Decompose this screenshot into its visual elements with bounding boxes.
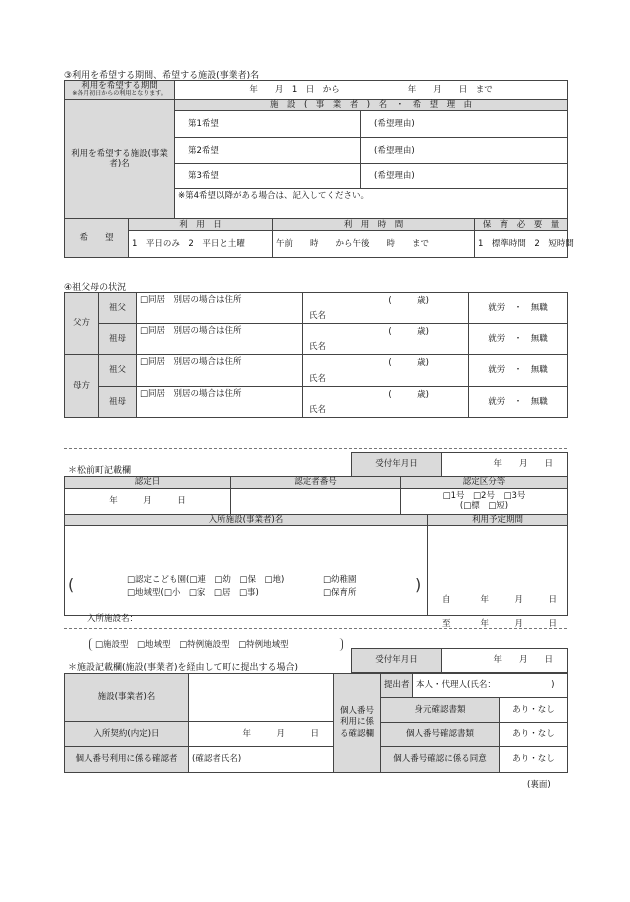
maternal-grandmother-work[interactable]: 就労 ・ 無職 xyxy=(469,387,568,418)
maternal-grandfather-name-cell[interactable] xyxy=(303,355,469,387)
cut-line-2 xyxy=(64,628,567,629)
choice-3-label[interactable]: 第3希望 xyxy=(175,164,361,189)
kubun-options[interactable]: □1号 □2号 □3号 xyxy=(442,490,526,501)
cut-line-1 xyxy=(64,448,567,449)
fac-received-date[interactable]: 年 月 日 xyxy=(442,649,568,673)
nyusho-header: 入所施設(事業者)名 xyxy=(65,515,428,526)
care-value[interactable]: 1 標準時間 2 短時間 xyxy=(475,231,568,258)
facility-section-heading: ＊施設記載欄(施設(事業者)を経由して町に提出する場合) xyxy=(68,663,299,673)
bracket-left: ( xyxy=(68,574,75,594)
page-label: (裏面) xyxy=(527,780,551,790)
choice-3-reason[interactable]: (希望理由) xyxy=(361,164,568,189)
category-options[interactable]: □施設型 □地域型 □特例施設型 □特例地域型 xyxy=(95,639,289,650)
facility-name-label[interactable]: 入所施設名： xyxy=(87,613,139,624)
choice-1-reason[interactable]: (希望理由) xyxy=(361,111,568,138)
name-label: 氏名 xyxy=(309,342,327,352)
consent-label: 個人番号確認に係る同意 xyxy=(381,747,500,773)
nintei-date-header: 認定日 xyxy=(65,477,231,489)
town-received-date[interactable]: 年 月 日 xyxy=(442,453,568,477)
fac-received-table xyxy=(351,648,568,673)
period-table xyxy=(64,80,574,258)
time-value[interactable]: 午前 時 から午後 時 まで xyxy=(273,231,475,258)
town-section-heading: ＊松前町記載欄 xyxy=(68,466,132,476)
yotei-body[interactable] xyxy=(428,526,568,629)
paternal-grandmother-name-cell[interactable] xyxy=(303,324,469,355)
paternal-grandmother-label: 祖母 xyxy=(99,324,137,355)
age-field: ( 歳) xyxy=(388,358,429,369)
paternal-grandmother-address[interactable]: □同居 別居の場合は住所 xyxy=(137,324,303,355)
number-docs-value[interactable]: あり・なし xyxy=(500,723,568,747)
nintei-number-value[interactable] xyxy=(231,489,401,515)
town-received-table xyxy=(351,452,568,477)
name-label: 氏名 xyxy=(309,311,327,321)
type-youchien[interactable]: □幼稚園 xyxy=(323,574,357,585)
choice-4-note[interactable]: ※第4希望以降がある場合は、記入してください。 xyxy=(175,189,568,219)
day-value[interactable]: 1 平日のみ 2 平日と土曜 xyxy=(129,231,273,258)
consent-value[interactable]: あり・なし xyxy=(500,747,568,773)
paternal-grandfather-address[interactable]: □同居 別居の場合は住所 xyxy=(137,293,303,324)
paternal-label: 父方 xyxy=(65,293,99,355)
period-from-label: 自 xyxy=(442,594,451,605)
mynumber-table xyxy=(333,673,568,773)
fac-received-label: 受付年月日 xyxy=(352,649,442,673)
bracket-right: ) xyxy=(415,574,422,594)
maternal-grandfather-label: 祖父 xyxy=(99,355,137,387)
period-from-date[interactable]: 年 月 日 xyxy=(480,594,557,605)
number-docs-label: 個人番号確認書類 xyxy=(381,723,500,747)
age-field: ( 歳) xyxy=(388,295,429,306)
age-field: ( 歳) xyxy=(388,326,429,337)
confirmer-label: 個人番号利用に係る確認者 xyxy=(65,747,189,773)
choice-2-reason[interactable]: (希望理由) xyxy=(361,138,568,164)
kubun-hours[interactable]: (□標 □短) xyxy=(459,500,509,511)
period-label: 利用を希望する期間 xyxy=(81,81,158,92)
facility-label: 利用を希望する施設(事業者)名 xyxy=(65,100,175,219)
period-label-cell xyxy=(65,81,175,100)
choice-2-label[interactable]: 第2希望 xyxy=(175,138,361,164)
time-header: 利 用 時 間 xyxy=(273,219,475,231)
paternal-grandfather-label: 祖父 xyxy=(99,293,137,324)
age-field: ( 歳) xyxy=(388,389,429,400)
name-label: 氏名 xyxy=(309,405,327,415)
submitter-value[interactable]: 本人・代理人(氏名： ) xyxy=(413,674,568,698)
paternal-grandmother-work[interactable]: 就労 ・ 無職 xyxy=(469,324,568,355)
contract-date-value[interactable]: 年 月 日 xyxy=(189,722,334,747)
fac-name-label: 施設(事業者)名 xyxy=(65,674,189,722)
maternal-grandmother-address[interactable]: □同居 別居の場合は住所 xyxy=(137,387,303,418)
id-docs-value[interactable]: あり・なし xyxy=(500,698,568,723)
section3-heading: ③利用を希望する期間、希望する施設(事業者)名 xyxy=(64,71,260,81)
maternal-label: 母方 xyxy=(65,355,99,418)
period-note: ※各月初日からの利用となります。 xyxy=(72,90,167,98)
maternal-grandmother-name-cell[interactable] xyxy=(303,387,469,418)
town-nintei-table xyxy=(64,476,568,515)
yotei-header: 利用予定期間 xyxy=(428,515,568,526)
facility-header: 施 設 ( 事 業 者 ) 名 ・ 希 望 理 由 xyxy=(175,100,568,111)
maternal-grandfather-work[interactable]: 就労 ・ 無職 xyxy=(469,355,568,387)
nintei-number-header: 認定者番号 xyxy=(231,477,401,489)
type-kodomoen[interactable]: □認定こども園(□連 □幼 □保 □地) xyxy=(127,574,285,585)
submitter-label: 提出者 xyxy=(381,674,413,698)
fac-name-value[interactable] xyxy=(189,674,334,722)
fac-left-table xyxy=(64,673,334,773)
period-to-date[interactable]: 年 月 日 xyxy=(480,618,557,629)
town-received-label: 受付年月日 xyxy=(352,453,442,477)
day-header: 利 用 日 xyxy=(129,219,273,231)
choice-1-label[interactable]: 第1希望 xyxy=(175,111,361,138)
nyusho-body[interactable] xyxy=(65,526,428,650)
paternal-grandfather-work[interactable]: 就労 ・ 無職 xyxy=(469,293,568,324)
name-label: 氏名 xyxy=(309,373,327,384)
type-hoikusho[interactable]: □保育所 xyxy=(323,587,357,598)
section4-heading: ④祖父母の状況 xyxy=(64,283,127,293)
id-docs-label: 身元確認書類 xyxy=(381,698,500,723)
paternal-grandfather-name-cell[interactable] xyxy=(303,293,469,324)
mynumber-column-label: 個人番号利用に係る確認欄 xyxy=(334,674,381,773)
grandparents-table xyxy=(64,292,568,418)
period-to-label: 至 xyxy=(442,618,451,629)
town-facility-table xyxy=(64,514,568,650)
contract-date-label: 入所契約(内定)日 xyxy=(65,722,189,747)
maternal-grandfather-address[interactable]: □同居 別居の場合は住所 xyxy=(137,355,303,387)
nintei-kubun-header: 認定区分等 xyxy=(401,477,568,489)
care-header: 保 育 必 要 量 xyxy=(475,219,568,231)
nintei-date-value[interactable]: 年 月 日 xyxy=(65,489,231,515)
period-value[interactable]: 年 月 1 日 から 年 月 日 まで xyxy=(175,81,568,100)
kibou-label: 希 望 xyxy=(65,219,129,258)
confirmer-value[interactable]: (確認者氏名) xyxy=(189,747,334,773)
maternal-grandmother-label: 祖母 xyxy=(99,387,137,418)
nintei-kubun-value[interactable] xyxy=(401,489,568,515)
type-chiikigata[interactable]: □地域型(□小 □家 □居 □事) xyxy=(127,587,259,598)
